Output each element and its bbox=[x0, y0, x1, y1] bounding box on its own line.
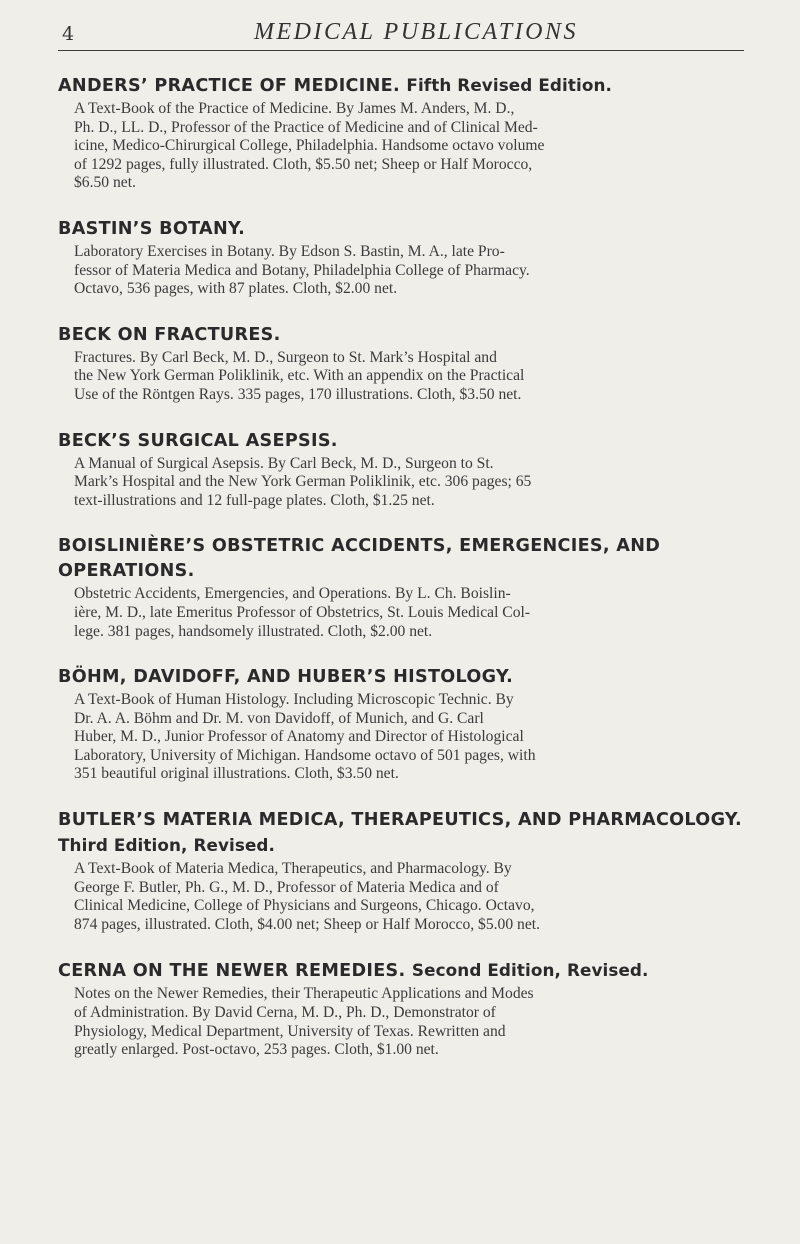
entry-description-line: Laboratory, University of Michigan. Handsome octavo of 501 pages, with bbox=[74, 746, 536, 764]
entry-title-text: CERNA ON THE NEWER REMEDIES. bbox=[58, 961, 406, 982]
entry-description-line: lege. 381 pages, handsomely illustrated. Cloth, $2.00 net. bbox=[74, 622, 433, 640]
entry-title bbox=[58, 217, 744, 242]
entry-description-line: Use of the Röntgen Rays. 335 pages, 170 illustrations. Cloth, $3.50 net. bbox=[74, 385, 522, 403]
catalog-entry bbox=[58, 323, 744, 405]
catalog-entry bbox=[58, 429, 744, 511]
running-head bbox=[58, 0, 744, 51]
entry-description-line: 351 beautiful original illustrations. Cloth, $3.50 net. bbox=[74, 765, 399, 783]
entry-description-line: the New York German Poliklinik, etc. With an appendix on the Practical bbox=[74, 367, 525, 385]
entry-description-line: 874 pages, illustrated. Cloth, $4.00 net; Sheep or Half Morocco, $5.00 net. bbox=[74, 915, 540, 933]
entry-list bbox=[58, 51, 744, 1060]
entry-description-line: A Manual of Surgical Asepsis. By Carl Beck, M. D., Surgeon to St. bbox=[74, 454, 494, 472]
entry-description-line: Ph. D., LL. D., Professor of the Practice of Medicine and of Clinical Med- bbox=[74, 118, 538, 136]
entry-description-line: A Text-Book of Human Histology. Including Microscopic Technic. By bbox=[74, 691, 514, 709]
entry-title-text: BUTLER’S MATERIA MEDICA, THERAPEUTICS, AND PHARMACOLOGY. bbox=[58, 810, 743, 831]
entry-description-line: Octavo, 536 pages, with 87 plates. Cloth, $2.00 net. bbox=[74, 280, 398, 298]
entry-description-line: Clinical Medicine, College of Physicians and Surgeons, Chicago. Octavo, bbox=[74, 897, 535, 915]
catalog-entry bbox=[58, 217, 744, 299]
entry-description-line: A Text-Book of the Practice of Medicine. By James M. Anders, M. D., bbox=[74, 100, 515, 117]
entry-title-text: BECK ON FRACTURES. bbox=[58, 324, 281, 345]
entry-description-line: Obstetric Accidents, Emergencies, and Operations. By L. Ch. Boislin- bbox=[74, 585, 511, 603]
page-number: 4 bbox=[62, 23, 75, 45]
entry-title-text: BECK’S SURGICAL ASEPSIS. bbox=[58, 430, 338, 451]
entry-edition: Second Edition, Revised. bbox=[411, 960, 649, 981]
entry-description-line: text-illustrations and 12 full-page plates. Cloth, $1.25 net. bbox=[74, 491, 435, 509]
entry-title bbox=[58, 958, 744, 984]
catalog-entry bbox=[58, 665, 744, 784]
entry-description-line: greatly enlarged. Post-octavo, 253 pages. Cloth, $1.00 net. bbox=[74, 1041, 439, 1059]
entry-description-line: Mark’s Hospital and the New York German Poliklinik, etc. 306 pages; 65 bbox=[74, 473, 532, 491]
entry-title bbox=[58, 429, 744, 454]
entry-description bbox=[74, 100, 744, 193]
entry-title-text: BOISLINIÈRE’S OBSTETRIC ACCIDENTS, EMERGENCIES, AND OPERATIONS. bbox=[58, 536, 661, 582]
entry-edition: Fifth Revised Edition. bbox=[406, 75, 612, 95]
entry-description bbox=[74, 349, 744, 405]
entry-description bbox=[74, 860, 744, 934]
entry-description-line: Physiology, Medical Department, University of Texas. Rewritten and bbox=[74, 1022, 506, 1040]
entry-description bbox=[74, 985, 744, 1059]
entry-description bbox=[74, 691, 744, 784]
catalog-entry bbox=[58, 534, 744, 641]
entry-description-line: Fractures. By Carl Beck, M. D., Surgeon to St. Mark’s Hospital and bbox=[74, 348, 497, 366]
entry-description-line: ière, M. D., late Emeritus Professor of Obstetrics, St. Louis Medical Col- bbox=[74, 603, 531, 621]
entry-title bbox=[58, 665, 744, 690]
entry-description bbox=[74, 243, 744, 299]
entry-description-line: of Administration. By David Cerna, M. D., Ph. D., Demonstrator of bbox=[74, 1004, 496, 1022]
entry-description-line: Laboratory Exercises in Botany. By Edson S. Bastin, M. A., late Pro- bbox=[74, 242, 505, 260]
entry-title bbox=[58, 808, 744, 859]
entry-description-line: Dr. A. A. Böhm and Dr. M. von Davidoff, of Munich, and G. Carl bbox=[74, 709, 484, 727]
entry-title-text: BASTIN’S BOTANY. bbox=[58, 218, 246, 239]
entry-description-line: fessor of Materia Medica and Botany, Philadelphia College of Pharmacy. bbox=[74, 261, 530, 279]
entry-edition: Third Edition, Revised. bbox=[58, 835, 276, 856]
entry-description-line: A Text-Book of Materia Medica, Therapeutics, and Pharmacology. By bbox=[74, 860, 512, 878]
running-title: MEDICAL PUBLICATIONS bbox=[253, 19, 578, 45]
entry-description-line: Huber, M. D., Junior Professor of Anatomy and Director of Histological bbox=[74, 728, 524, 746]
entry-title bbox=[58, 73, 744, 99]
entry-title bbox=[58, 323, 744, 348]
entry-description-line: Notes on the Newer Remedies, their Therapeutic Applications and Modes bbox=[74, 985, 534, 1003]
entry-description bbox=[74, 585, 744, 641]
entry-title bbox=[58, 534, 744, 584]
entry-description-line: $6.50 net. bbox=[74, 174, 136, 192]
entry-description-line: George F. Butler, Ph. G., M. D., Professor of Materia Medica and of bbox=[74, 878, 499, 896]
catalog-entry bbox=[58, 808, 744, 934]
entry-title-text: ANDERS’ PRACTICE OF MEDICINE. bbox=[58, 76, 400, 96]
catalog-entry bbox=[58, 73, 744, 193]
entry-title-text: BÖHM, DAVIDOFF, AND HUBER’S HISTOLOGY. bbox=[58, 667, 514, 688]
entry-description-line: icine, Medico-Chirurgical College, Philadelphia. Handsome octavo volume bbox=[74, 137, 545, 155]
entry-description-line: of 1292 pages, fully illustrated. Cloth, $5.50 net; Sheep or Half Morocco, bbox=[74, 155, 533, 173]
catalog-entry bbox=[58, 958, 744, 1059]
entry-description bbox=[74, 455, 744, 511]
